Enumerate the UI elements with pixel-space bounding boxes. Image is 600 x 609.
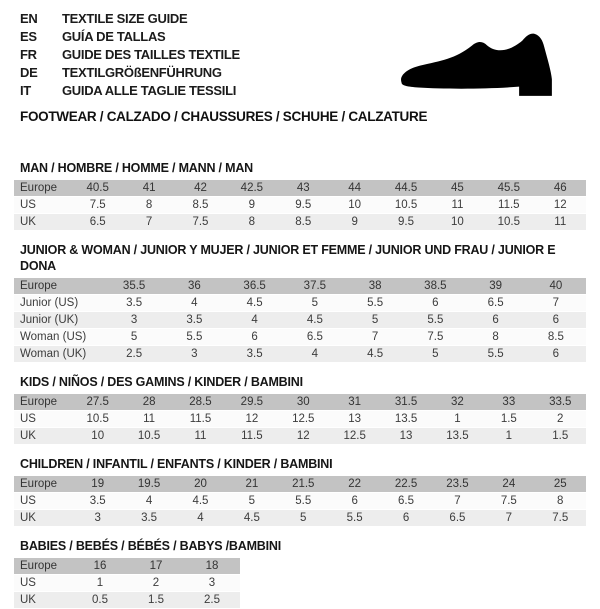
size-value: 40 (526, 278, 586, 294)
size-table-junior_woman (14, 277, 586, 363)
table-row (14, 394, 586, 410)
size-value: 20 (175, 476, 226, 492)
section-title-children: CHILDREN / INFANTIL / ENFANTS / KINDER / BAMBINI (20, 457, 333, 471)
size-value: 16 (72, 558, 128, 574)
size-value: 11 (432, 197, 483, 213)
size-value: 9 (226, 197, 277, 213)
size-value: 44.5 (380, 180, 431, 196)
language-title: GUIDE DES TAILLES TEXTILE (62, 47, 240, 62)
size-value: 27.5 (72, 394, 123, 410)
size-section-man (14, 160, 586, 231)
table-row (14, 197, 586, 213)
size-value: 10 (329, 197, 380, 213)
row-label: Woman (US) (14, 329, 104, 345)
size-value: 13.5 (432, 428, 483, 444)
size-value: 1.5 (535, 428, 586, 444)
table-row (14, 214, 586, 230)
size-value: 9.5 (278, 197, 329, 213)
size-value: 3.5 (164, 312, 224, 328)
size-value: 36.5 (225, 278, 285, 294)
size-value: 5.5 (405, 312, 465, 328)
size-value: 11.5 (226, 428, 277, 444)
size-section-junior_woman (14, 242, 586, 363)
size-value: 30 (278, 394, 329, 410)
size-value: 7 (123, 214, 174, 230)
size-value: 5 (278, 510, 329, 526)
size-value: 11 (175, 428, 226, 444)
size-value: 38.5 (405, 278, 465, 294)
size-value: 4.5 (175, 493, 226, 509)
size-value: 8.5 (278, 214, 329, 230)
size-value: 10 (72, 428, 123, 444)
size-value: 6 (225, 329, 285, 345)
size-value: 18 (184, 558, 240, 574)
size-value: 7.5 (535, 510, 586, 526)
size-value: 4 (285, 346, 345, 362)
size-value: 9 (329, 214, 380, 230)
row-label: Europe (14, 558, 72, 574)
size-value: 7.5 (72, 197, 123, 213)
language-title: TEXTILE SIZE GUIDE (62, 11, 188, 26)
size-value: 28 (123, 394, 174, 410)
size-value: 6 (380, 510, 431, 526)
size-value: 12.5 (329, 428, 380, 444)
size-value: 19 (72, 476, 123, 492)
table-row (14, 510, 586, 526)
size-value: 5.5 (329, 510, 380, 526)
size-value: 9.5 (380, 214, 431, 230)
size-value: 1 (72, 575, 128, 591)
size-value: 4 (175, 510, 226, 526)
size-value: 5.5 (345, 295, 405, 311)
size-value: 11 (535, 214, 586, 230)
size-value: 19.5 (123, 476, 174, 492)
size-value: 11.5 (483, 197, 534, 213)
language-code: EN (20, 11, 38, 26)
size-value: 7.5 (483, 493, 534, 509)
size-value: 3.5 (225, 346, 285, 362)
header (14, 10, 586, 124)
size-value: 4.5 (225, 295, 285, 311)
size-value: 5 (405, 346, 465, 362)
size-value: 31 (329, 394, 380, 410)
row-label: Woman (UK) (14, 346, 104, 362)
size-value: 8 (535, 493, 586, 509)
size-value: 6 (466, 312, 526, 328)
row-label: Junior (US) (14, 295, 104, 311)
size-value: 22 (329, 476, 380, 492)
size-value: 1.5 (483, 411, 534, 427)
size-value: 3 (72, 510, 123, 526)
size-value: 31.5 (380, 394, 431, 410)
table-row (14, 575, 240, 591)
size-value: 13 (329, 411, 380, 427)
language-code: FR (20, 47, 37, 62)
size-value: 6.5 (432, 510, 483, 526)
table-row (14, 476, 586, 492)
size-value: 5 (104, 329, 164, 345)
size-value: 17 (128, 558, 184, 574)
table-row (14, 312, 586, 328)
row-label: US (14, 197, 72, 213)
size-value: 1 (483, 428, 534, 444)
category-title: FOOTWEAR / CALZADO / CHAUSSURES / SCHUHE / CALZATURE (20, 109, 428, 124)
row-label: US (14, 411, 72, 427)
size-value: 12 (226, 411, 277, 427)
size-value: 35.5 (104, 278, 164, 294)
size-value: 6 (526, 346, 586, 362)
size-value: 42 (175, 180, 226, 196)
size-value: 40.5 (72, 180, 123, 196)
size-value: 1.5 (128, 592, 184, 608)
size-value: 6 (329, 493, 380, 509)
size-value: 28.5 (175, 394, 226, 410)
size-value: 21.5 (278, 476, 329, 492)
size-table-kids (14, 393, 586, 445)
size-value: 43 (278, 180, 329, 196)
size-value: 39 (466, 278, 526, 294)
shoe-icon (394, 22, 572, 106)
size-value: 4.5 (345, 346, 405, 362)
table-row (14, 411, 586, 427)
size-value: 5.5 (466, 346, 526, 362)
size-value: 3.5 (72, 493, 123, 509)
size-value: 8 (226, 214, 277, 230)
size-value: 12 (278, 428, 329, 444)
size-section-children (14, 456, 586, 527)
row-label: Europe (14, 476, 72, 492)
size-value: 10.5 (380, 197, 431, 213)
row-label: US (14, 493, 72, 509)
size-value: 7.5 (405, 329, 465, 345)
table-row (14, 558, 240, 574)
size-value: 22.5 (380, 476, 431, 492)
size-value: 33.5 (535, 394, 586, 410)
table-row (14, 295, 586, 311)
size-value: 2.5 (184, 592, 240, 608)
size-value: 8 (466, 329, 526, 345)
size-value: 6.5 (380, 493, 431, 509)
size-value: 32 (432, 394, 483, 410)
size-value: 4 (123, 493, 174, 509)
size-value: 4 (225, 312, 285, 328)
size-value: 23.5 (432, 476, 483, 492)
table-row (14, 329, 586, 345)
table-row (14, 346, 586, 362)
size-value: 6 (405, 295, 465, 311)
size-value: 41 (123, 180, 174, 196)
size-value: 33 (483, 394, 534, 410)
row-label: Europe (14, 394, 72, 410)
size-value: 4.5 (226, 510, 277, 526)
size-section-kids (14, 374, 586, 445)
size-value: 4 (164, 295, 224, 311)
size-value: 10.5 (483, 214, 534, 230)
size-value: 6.5 (72, 214, 123, 230)
table-row (14, 180, 586, 196)
size-value: 8 (123, 197, 174, 213)
size-value: 10.5 (123, 428, 174, 444)
row-label: UK (14, 510, 72, 526)
size-value: 2 (128, 575, 184, 591)
size-value: 45.5 (483, 180, 534, 196)
size-value: 3 (104, 312, 164, 328)
size-value: 6 (526, 312, 586, 328)
size-value: 37.5 (285, 278, 345, 294)
language-code: ES (20, 29, 37, 44)
size-section-babies (14, 538, 586, 609)
language-code: IT (20, 83, 31, 98)
section-title-babies: BABIES / BEBÉS / BÉBÉS / BABYS /BAMBINI (20, 539, 281, 553)
section-title-kids: KIDS / NIÑOS / DES GAMINS / KINDER / BAMBINI (20, 375, 303, 389)
row-label: UK (14, 214, 72, 230)
size-value: 5 (226, 493, 277, 509)
size-value: 5.5 (278, 493, 329, 509)
size-value: 11.5 (175, 411, 226, 427)
size-value: 46 (535, 180, 586, 196)
size-value: 10 (432, 214, 483, 230)
size-value: 21 (226, 476, 277, 492)
size-value: 36 (164, 278, 224, 294)
row-label: Europe (14, 278, 104, 294)
section-title-man: MAN / HOMBRE / HOMME / MANN / MAN (20, 161, 253, 175)
language-code: DE (20, 65, 38, 80)
size-tables (14, 160, 586, 609)
row-label: Europe (14, 180, 72, 196)
size-value: 3.5 (104, 295, 164, 311)
size-value: 7 (345, 329, 405, 345)
size-value: 8.5 (526, 329, 586, 345)
table-row (14, 592, 240, 608)
size-value: 12 (535, 197, 586, 213)
size-value: 13.5 (380, 411, 431, 427)
size-value: 6.5 (466, 295, 526, 311)
size-table-babies (14, 557, 240, 609)
row-label: US (14, 575, 72, 591)
size-value: 0.5 (72, 592, 128, 608)
language-title: GUIDA ALLE TAGLIE TESSILI (62, 83, 237, 98)
row-label: UK (14, 592, 72, 608)
section-title-junior_woman: JUNIOR & WOMAN / JUNIOR Y MUJER / JUNIOR ET FEMME / JUNIOR UND FRAU / JUNIOR E DONA (20, 243, 556, 273)
size-value: 3.5 (123, 510, 174, 526)
size-value: 4.5 (285, 312, 345, 328)
language-title: TEXTILGRÖßENFÜHRUNG (62, 65, 222, 80)
size-value: 13 (380, 428, 431, 444)
size-value: 2 (535, 411, 586, 427)
size-value: 3 (184, 575, 240, 591)
row-label: UK (14, 428, 72, 444)
size-value: 6.5 (285, 329, 345, 345)
size-value: 11 (123, 411, 174, 427)
size-value: 45 (432, 180, 483, 196)
size-value: 1 (432, 411, 483, 427)
size-value: 44 (329, 180, 380, 196)
size-value: 12.5 (278, 411, 329, 427)
table-row (14, 493, 586, 509)
size-value: 42.5 (226, 180, 277, 196)
size-value: 2.5 (104, 346, 164, 362)
size-table-children (14, 475, 586, 527)
size-value: 5.5 (164, 329, 224, 345)
size-value: 24 (483, 476, 534, 492)
language-title: GUÍA DE TALLAS (62, 29, 166, 44)
table-row (14, 428, 586, 444)
row-label: Junior (UK) (14, 312, 104, 328)
table-row (14, 278, 586, 294)
size-value: 7 (526, 295, 586, 311)
size-value: 8.5 (175, 197, 226, 213)
size-value: 7 (432, 493, 483, 509)
size-value: 7.5 (175, 214, 226, 230)
size-value: 29.5 (226, 394, 277, 410)
size-value: 25 (535, 476, 586, 492)
size-value: 10.5 (72, 411, 123, 427)
size-table-man (14, 179, 586, 231)
size-value: 7 (483, 510, 534, 526)
size-value: 38 (345, 278, 405, 294)
size-value: 5 (345, 312, 405, 328)
size-value: 3 (164, 346, 224, 362)
size-value: 5 (285, 295, 345, 311)
